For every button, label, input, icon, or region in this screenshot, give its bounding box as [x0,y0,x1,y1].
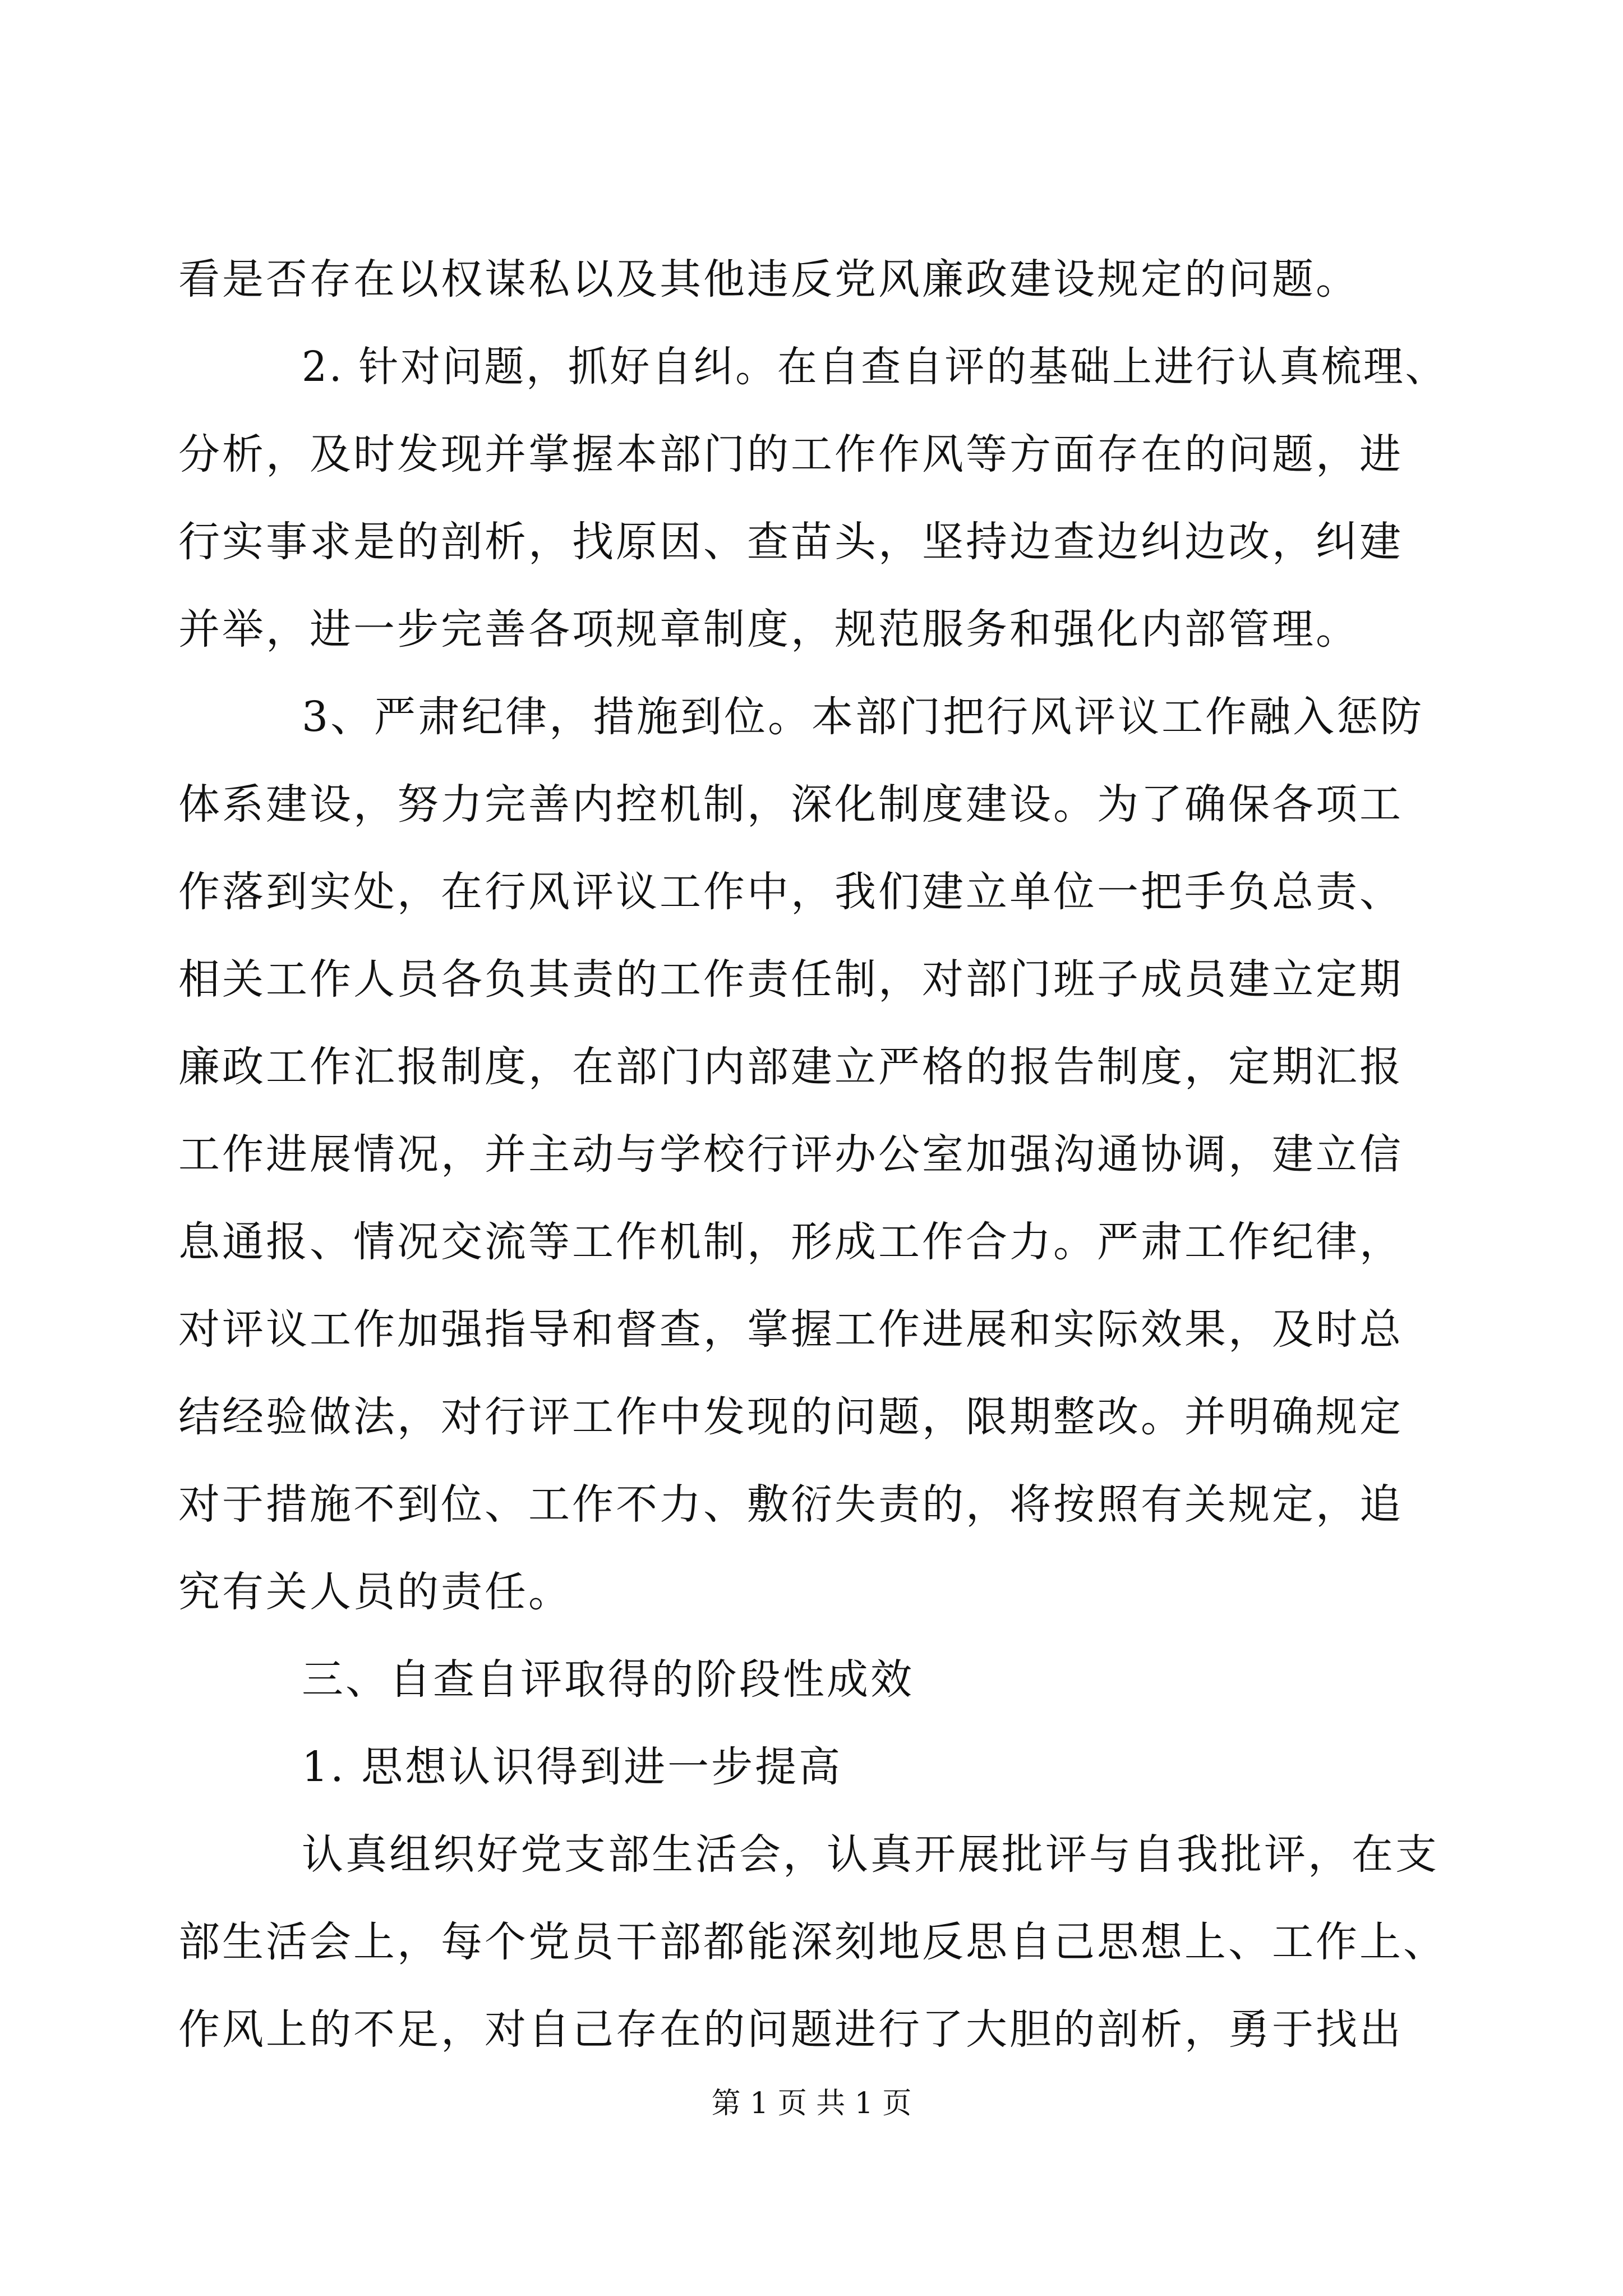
body-text-line: 结经验做法，对行评工作中发现的问题，限期整改。并明确规定 [178,1393,1403,1441]
body-text-line: 工作进展情况，并主动与学校行评办公室加强沟通协调，建立信 [178,1130,1403,1179]
body-text-line: 2. 针对问题，抓好自纠。在自查自评的基础上进行认真梳理、 [302,343,1447,391]
body-text-line: 3、严肃纪律，措施到位。本部门把行风评议工作融入惩防 [302,693,1424,741]
body-text-line: 息通报、情况交流等工作机制，形成工作合力。严肃工作纪律， [178,1218,1403,1266]
body-text-line: 行实事求是的剖析，找原因、查苗头，坚持边查边纠边改，纠建 [178,518,1403,566]
body-text-line: 体系建设，努力完善内控机制，深化制度建设。为了确保各项工 [178,780,1403,829]
section-heading: 三、自查自评取得的阶段性成效 [302,1655,914,1704]
body-text-line: 作风上的不足，对自己存在的问题进行了大胆的剖析，勇于找出 [178,2005,1403,2054]
subsection-heading: 1. 思想认识得到进一步提高 [302,1743,843,1791]
body-text-line: 廉政工作汇报制度，在部门内部建立严格的报告制度，定期汇报 [178,1043,1403,1091]
body-text-line: 作落到实处，在行风评议工作中，我们建立单位一把手负总责、 [178,868,1403,916]
body-text-line: 分析，及时发现并掌握本部门的工作作风等方面存在的问题，进 [178,430,1403,478]
body-text-line: 对于措施不到位、工作不力、敷衍失责的，将按照有关规定，追 [178,1480,1403,1529]
page-number-footer: 第 1 页 共 1 页 [711,2087,912,2120]
body-text-line: 部生活会上，每个党员干部都能深刻地反思自己思想上、工作上、 [178,1918,1447,1966]
body-text-line: 相关工作人员各负其责的工作责任制，对部门班子成员建立定期 [178,955,1403,1004]
body-text-line: 究有关人员的责任。 [178,1568,572,1616]
body-text-line: 并举，进一步完善各项规章制度，规范服务和强化内部管理。 [178,605,1359,654]
body-text-line: 看是否存在以权谋私以及其他违反党风廉政建设规定的问题。 [178,255,1359,303]
body-text-line: 对评议工作加强指导和督查，掌握工作进展和实际效果，及时总 [178,1305,1403,1354]
body-text-line: 认真组织好党支部生活会，认真开展批评与自我批评，在支 [302,1830,1439,1879]
